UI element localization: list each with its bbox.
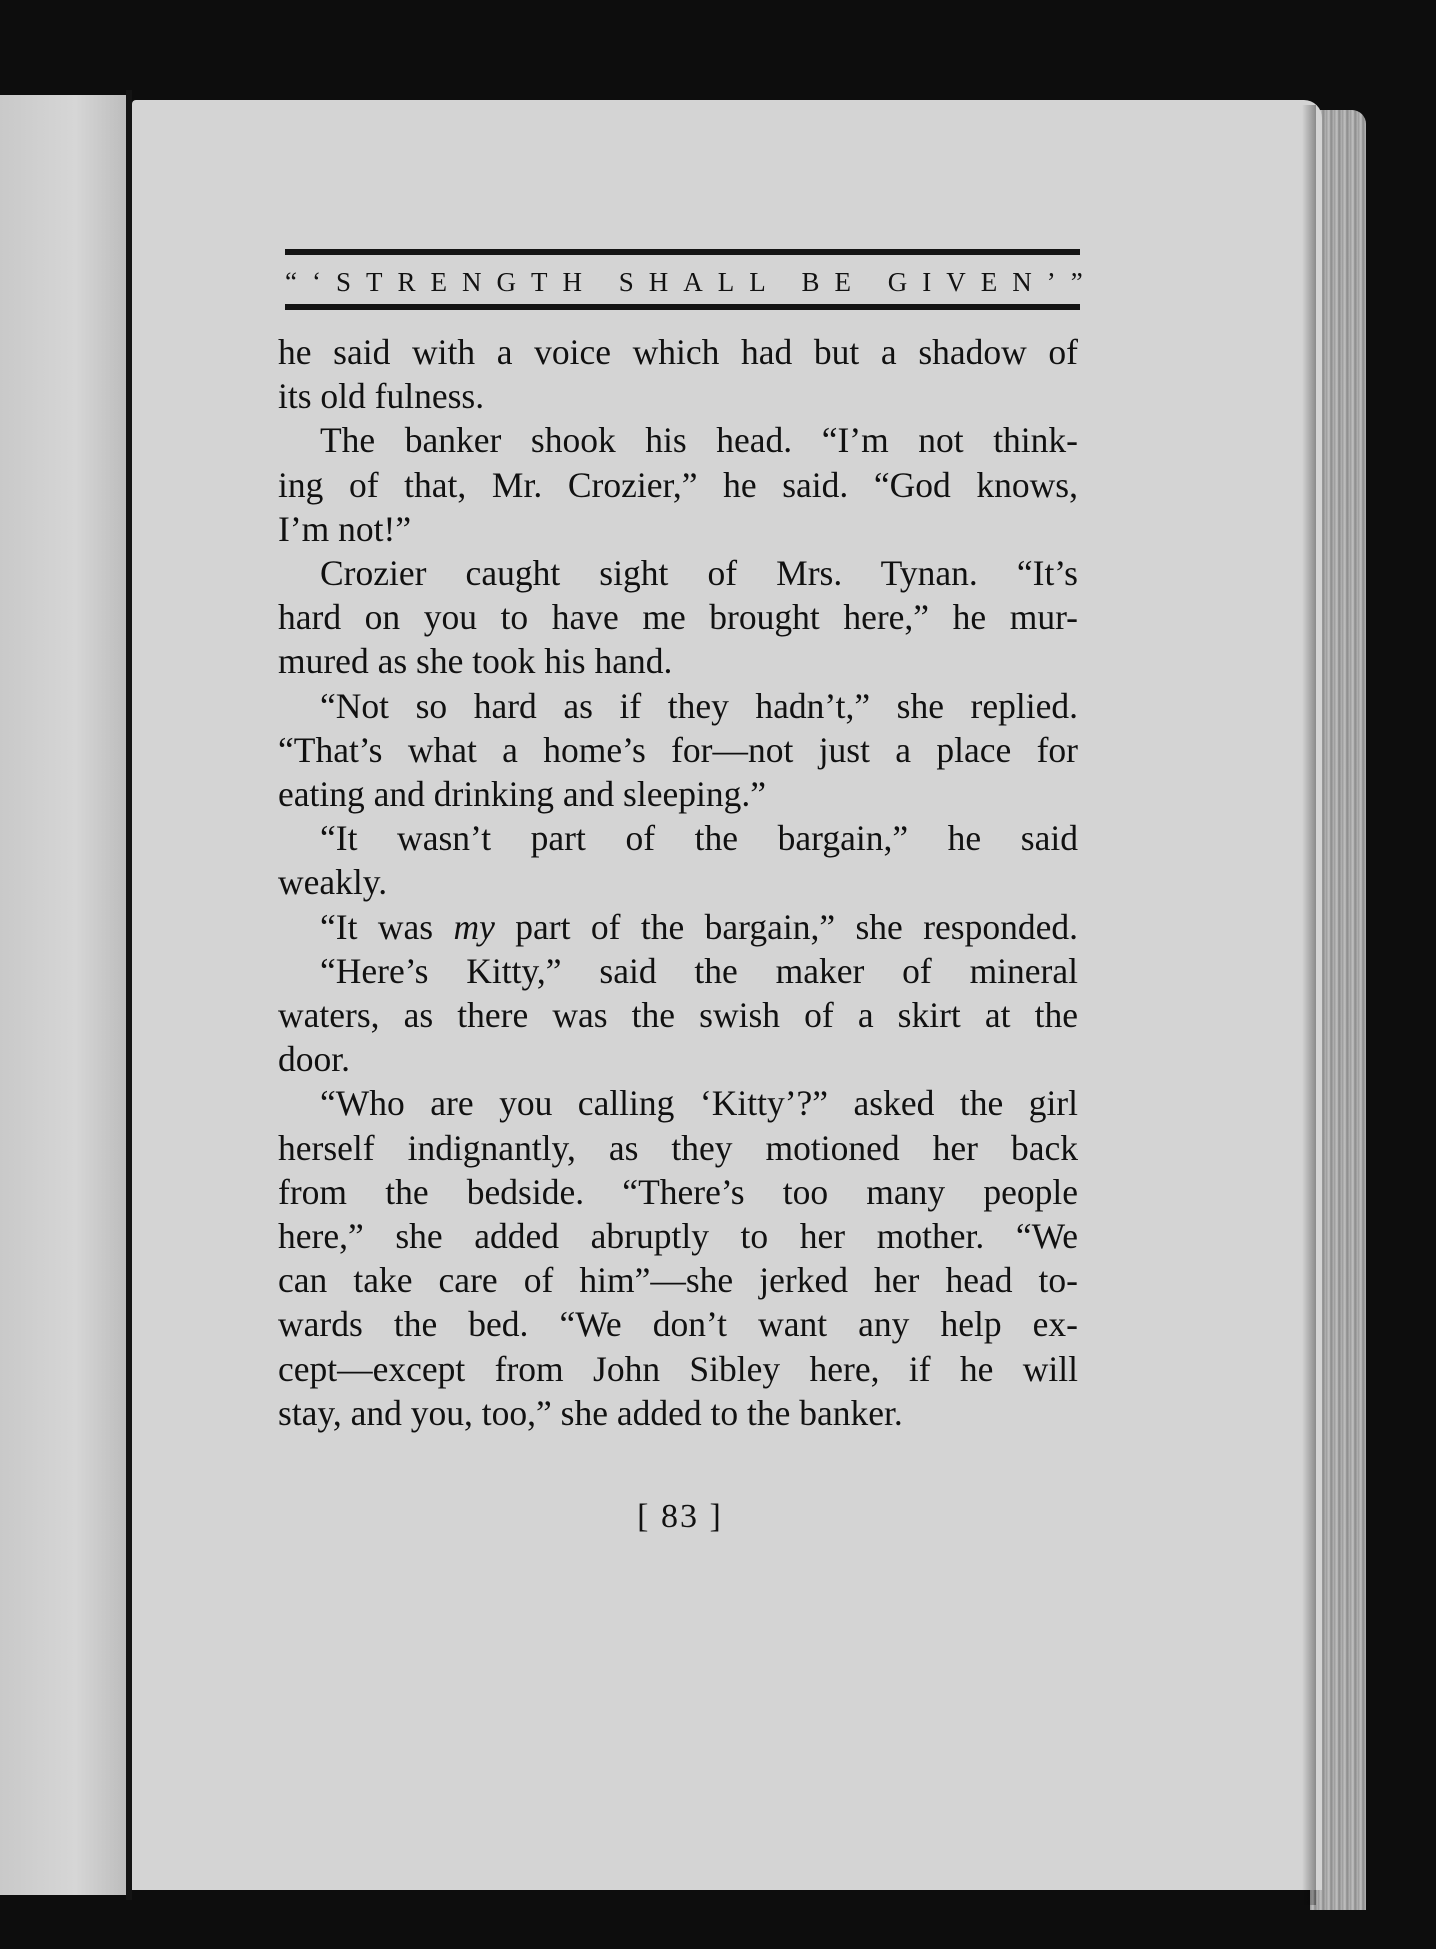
text-line: door. — [278, 1039, 350, 1080]
text-line: herself indignantly, as they motioned her back — [278, 1127, 1078, 1168]
text-line: “Here’s Kitty,” said the maker of mineral — [320, 950, 1078, 991]
paragraph — [278, 551, 1078, 684]
text-line: can take care of him”—she jerked her head to- — [278, 1260, 1078, 1301]
text-line: hard on you to have me brought here,” he mur- — [278, 597, 1078, 638]
text-line: waters, as there was the swish of a skirt at the — [278, 995, 1078, 1036]
text-line: from the bedside. “There’s too many people — [278, 1171, 1078, 1212]
text-line: weakly. — [278, 862, 388, 903]
text-line: he said with a voice which had but a shadow of — [278, 332, 1078, 372]
text-line: “It wasn’t part of the bargain,” he said — [320, 818, 1078, 859]
text-line: cept—except from John Sibley here, if he will — [278, 1348, 1078, 1389]
text-line: wards the bed. “We don’t want any help ex- — [278, 1304, 1078, 1345]
text-line: “That’s what a home’s for—not just a place for — [278, 729, 1078, 770]
paragraph — [278, 816, 1078, 904]
italic-word: my — [453, 906, 495, 947]
paragraph — [278, 684, 1078, 817]
paragraph — [278, 949, 1078, 1082]
text-line: “Who are you calling ‘Kitty’?” asked the girl — [320, 1083, 1078, 1124]
text-line: I’m not!” — [278, 508, 412, 549]
facing-page-edge — [0, 95, 126, 1895]
text-line: ing of that, Mr. Crozier,” he said. “God knows, — [278, 464, 1078, 505]
running-head: “‘STRENGTH SHALL BE GIVEN’” — [285, 267, 1098, 297]
text-line: here,” she added abruptly to her mother. “We — [278, 1216, 1078, 1257]
text-line: The banker shook his head. “I’m not think- — [320, 420, 1078, 461]
paragraph — [278, 905, 1078, 949]
text-segment: “It was — [320, 906, 454, 947]
text-line: eating and drinking and sleeping.” — [278, 774, 766, 815]
header-rule-bottom — [285, 304, 1080, 310]
body-text — [278, 330, 1078, 1435]
text-line — [278, 905, 1078, 949]
text-line: mured as she took his hand. — [278, 641, 673, 682]
text-line: “Not so hard as if they hadn’t,” she replied. — [320, 685, 1078, 726]
text-line: Crozier caught sight of Mrs. Tynan. “It’s — [320, 553, 1078, 594]
page-shadow — [1302, 105, 1316, 1905]
paragraph — [278, 1081, 1078, 1435]
page-number: [ 83 ] — [637, 1498, 723, 1535]
paragraph — [278, 418, 1078, 551]
text-line: its old fulness. — [278, 376, 485, 417]
text-segment: part of the bargain,” she responded. — [494, 906, 1078, 947]
paragraph — [278, 330, 1078, 418]
text-line: stay, and you, too,” she added to the banker. — [278, 1392, 903, 1433]
header-rule-top — [285, 249, 1080, 255]
